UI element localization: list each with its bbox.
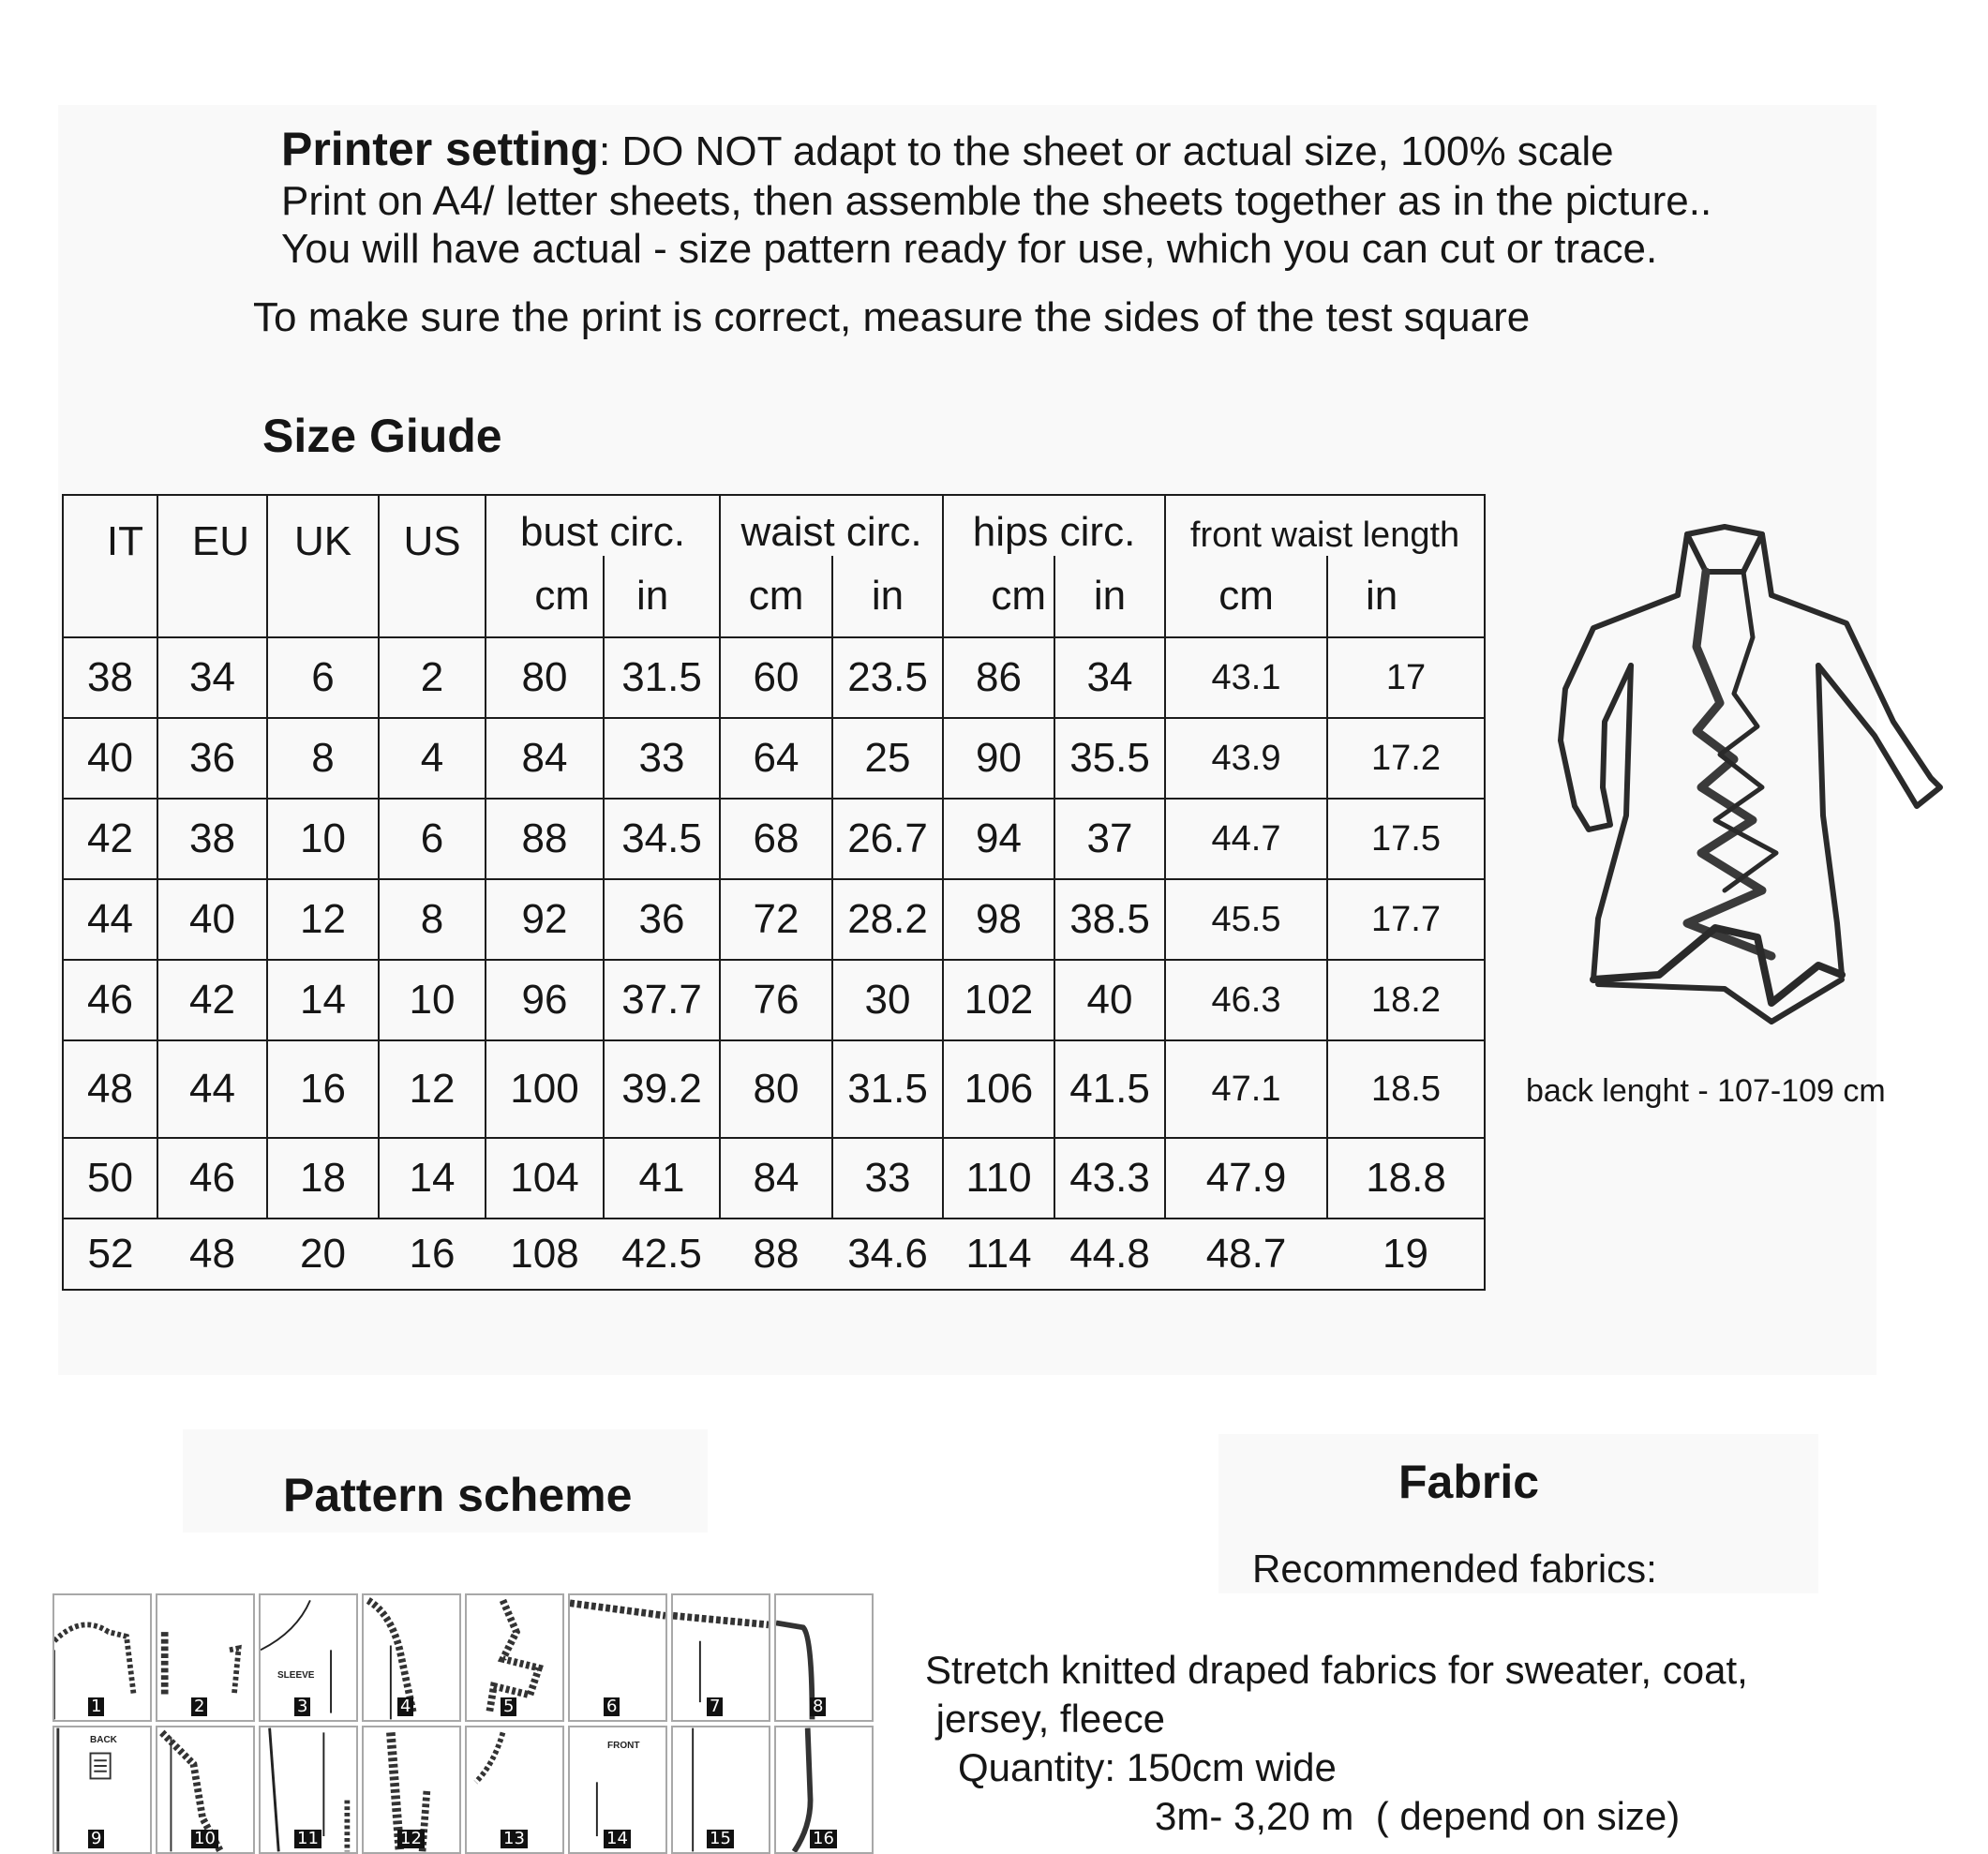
cell-it: 40 bbox=[63, 718, 157, 799]
cell-eu: 42 bbox=[157, 960, 267, 1040]
cell-it: 44 bbox=[63, 879, 157, 960]
pattern-sheet-5 bbox=[465, 1593, 564, 1722]
cell-waist-in: 31.5 bbox=[832, 1040, 943, 1138]
back-length-note: back lenght - 107-109 cm bbox=[1526, 1073, 1886, 1109]
pattern-sheet-6 bbox=[568, 1593, 667, 1722]
cell-waist-cm: 76 bbox=[720, 960, 832, 1040]
cell-hips-cm: 86 bbox=[943, 637, 1054, 718]
test-square-line: To make sure the print is correct, measure the sides of the test square bbox=[253, 294, 1531, 340]
cell-uk: 20 bbox=[267, 1219, 379, 1290]
cell-waist-cm: 64 bbox=[720, 718, 832, 799]
cell-waist-cm: 88 bbox=[720, 1219, 832, 1290]
cell-bust-cm: 96 bbox=[486, 960, 604, 1040]
header-waist: waist circ. bbox=[720, 495, 943, 556]
size-row bbox=[63, 1040, 1485, 1138]
cell-it: 46 bbox=[63, 960, 157, 1040]
cell-waist-in: 34.6 bbox=[832, 1219, 943, 1290]
cell-hips-in: 35.5 bbox=[1054, 718, 1165, 799]
cell-bust-cm: 84 bbox=[486, 718, 604, 799]
cell-front-cm: 47.9 bbox=[1165, 1138, 1327, 1219]
sheet-number: 5 bbox=[501, 1697, 516, 1716]
fabric-title: Fabric bbox=[1398, 1456, 1540, 1508]
sheet-number: 16 bbox=[810, 1830, 837, 1848]
sheet-number: 7 bbox=[707, 1697, 723, 1716]
cell-waist-in: 30 bbox=[832, 960, 943, 1040]
cell-eu: 44 bbox=[157, 1040, 267, 1138]
cell-uk: 16 bbox=[267, 1040, 379, 1138]
cell-eu: 40 bbox=[157, 879, 267, 960]
pattern-sheet-10 bbox=[156, 1726, 255, 1854]
sheet-number: 15 bbox=[707, 1830, 734, 1848]
cell-front-cm: 44.7 bbox=[1165, 799, 1327, 879]
cell-us: 6 bbox=[379, 799, 486, 879]
cell-it: 38 bbox=[63, 637, 157, 718]
pattern-sheet-9 bbox=[52, 1726, 152, 1854]
cell-bust-in: 39.2 bbox=[604, 1040, 720, 1138]
cell-eu: 46 bbox=[157, 1138, 267, 1219]
size-row bbox=[63, 1138, 1485, 1219]
cell-hips-in: 37 bbox=[1054, 799, 1165, 879]
header-it: IT bbox=[63, 495, 157, 637]
cell-eu: 36 bbox=[157, 718, 267, 799]
sheet-number: 1 bbox=[88, 1697, 104, 1716]
pattern-sheet-12 bbox=[362, 1726, 461, 1854]
cell-front-in: 17.7 bbox=[1327, 879, 1485, 960]
printer-setting-label: Printer setting bbox=[281, 123, 599, 175]
cell-bust-cm: 104 bbox=[486, 1138, 604, 1219]
cell-front-cm: 46.3 bbox=[1165, 960, 1327, 1040]
cell-bust-in: 34.5 bbox=[604, 799, 720, 879]
cell-waist-in: 25 bbox=[832, 718, 943, 799]
header-bust-cm: cm bbox=[486, 556, 604, 637]
header-waist-cm: cm bbox=[720, 556, 832, 637]
pattern-sheet-14 bbox=[568, 1726, 667, 1854]
cell-waist-in: 33 bbox=[832, 1138, 943, 1219]
header-hips-in: in bbox=[1054, 556, 1165, 637]
cell-us: 2 bbox=[379, 637, 486, 718]
header-front-waist: front waist length bbox=[1165, 495, 1485, 556]
cell-hips-in: 43.3 bbox=[1054, 1138, 1165, 1219]
cell-it: 48 bbox=[63, 1040, 157, 1138]
cell-front-cm: 47.1 bbox=[1165, 1040, 1327, 1138]
sheet-number: 8 bbox=[810, 1697, 826, 1716]
pattern-sheet-11 bbox=[259, 1726, 358, 1854]
cell-hips-in: 38.5 bbox=[1054, 879, 1165, 960]
pattern-sheet-grid bbox=[52, 1593, 874, 1854]
cell-front-cm: 48.7 bbox=[1165, 1219, 1327, 1290]
cell-eu: 34 bbox=[157, 637, 267, 718]
cell-us: 12 bbox=[379, 1040, 486, 1138]
fabric-description-1: Stretch knitted draped fabrics for sweater, coat, bbox=[925, 1648, 1748, 1692]
header-hips-cm: cm bbox=[943, 556, 1054, 637]
pattern-scheme-title: Pattern scheme bbox=[283, 1469, 633, 1521]
pattern-sheet-15 bbox=[671, 1726, 770, 1854]
cell-uk: 18 bbox=[267, 1138, 379, 1219]
cell-hips-cm: 106 bbox=[943, 1040, 1054, 1138]
cell-hips-in: 34 bbox=[1054, 637, 1165, 718]
cell-front-in: 17.5 bbox=[1327, 799, 1485, 879]
cell-hips-cm: 94 bbox=[943, 799, 1054, 879]
header-us: US bbox=[379, 495, 486, 637]
cell-us: 10 bbox=[379, 960, 486, 1040]
fabric-description-2: jersey, fleece bbox=[925, 1697, 1165, 1741]
size-row bbox=[63, 799, 1485, 879]
pattern-sheet-2 bbox=[156, 1593, 255, 1722]
cell-us: 14 bbox=[379, 1138, 486, 1219]
sheet-number: 9 bbox=[88, 1830, 104, 1848]
cell-bust-in: 31.5 bbox=[604, 637, 720, 718]
cell-eu: 48 bbox=[157, 1219, 267, 1290]
header-front-cm: cm bbox=[1165, 556, 1327, 637]
cell-it: 52 bbox=[63, 1219, 157, 1290]
cell-waist-cm: 60 bbox=[720, 637, 832, 718]
recommended-fabrics: Recommended fabrics: bbox=[1252, 1547, 1657, 1591]
pattern-sheet-13 bbox=[465, 1726, 564, 1854]
size-guide-title: Size Giude bbox=[262, 410, 502, 462]
header-bust-in: in bbox=[604, 556, 720, 637]
printer-setting-line bbox=[281, 125, 1614, 176]
cell-front-cm: 43.9 bbox=[1165, 718, 1327, 799]
front-label: FRONT bbox=[607, 1741, 640, 1751]
fabric-quantity: Quantity: 150cm wide bbox=[958, 1745, 1337, 1789]
print-sheets-line: Print on A4/ letter sheets, then assemble the sheets together as in the picture.. bbox=[281, 178, 1712, 224]
cell-hips-cm: 110 bbox=[943, 1138, 1054, 1219]
cell-hips-in: 40 bbox=[1054, 960, 1165, 1040]
sheet-number: 10 bbox=[191, 1830, 218, 1848]
sleeve-label: SLEEVE bbox=[277, 1670, 315, 1681]
sheet-number: 6 bbox=[604, 1697, 620, 1716]
sheet-number: 14 bbox=[604, 1830, 631, 1848]
cell-uk: 10 bbox=[267, 799, 379, 879]
printer-setting-text: : DO NOT adapt to the sheet or actual size, 100% scale bbox=[598, 128, 1614, 174]
cell-uk: 12 bbox=[267, 879, 379, 960]
actual-size-line: You will have actual - size pattern ready for use, which you can cut or trace. bbox=[281, 226, 1658, 272]
pattern-sheet-3 bbox=[259, 1593, 358, 1722]
cardigan-sketch bbox=[1537, 506, 1959, 1031]
cell-bust-in: 41 bbox=[604, 1138, 720, 1219]
cell-waist-cm: 68 bbox=[720, 799, 832, 879]
cell-bust-cm: 92 bbox=[486, 879, 604, 960]
cell-waist-cm: 84 bbox=[720, 1138, 832, 1219]
header-uk: UK bbox=[267, 495, 379, 637]
cell-bust-cm: 80 bbox=[486, 637, 604, 718]
header-waist-in: in bbox=[832, 556, 943, 637]
cell-front-in: 17.2 bbox=[1327, 718, 1485, 799]
size-guide-table bbox=[62, 494, 1486, 1291]
cell-bust-in: 33 bbox=[604, 718, 720, 799]
sheet-number: 13 bbox=[501, 1830, 528, 1848]
cell-uk: 14 bbox=[267, 960, 379, 1040]
size-row bbox=[63, 718, 1485, 799]
header-bust: bust circ. bbox=[486, 495, 720, 556]
cell-hips-cm: 90 bbox=[943, 718, 1054, 799]
cell-bust-cm: 88 bbox=[486, 799, 604, 879]
pattern-sheet-8 bbox=[774, 1593, 874, 1722]
pattern-sheet-16 bbox=[774, 1726, 874, 1854]
pattern-sheet-1 bbox=[52, 1593, 152, 1722]
cell-bust-in: 42.5 bbox=[604, 1219, 720, 1290]
cell-us: 16 bbox=[379, 1219, 486, 1290]
pattern-sheet-4 bbox=[362, 1593, 461, 1722]
size-row bbox=[63, 960, 1485, 1040]
cell-hips-in: 44.8 bbox=[1054, 1219, 1165, 1290]
fabric-amount: 3m- 3,20 m ( depend on size) bbox=[1155, 1794, 1681, 1838]
pattern-sheet-7 bbox=[671, 1593, 770, 1722]
cell-bust-in: 36 bbox=[604, 879, 720, 960]
cell-front-in: 19 bbox=[1327, 1219, 1485, 1290]
size-rows bbox=[63, 637, 1485, 1290]
sheet-number: 3 bbox=[294, 1697, 310, 1716]
back-label: BACK bbox=[90, 1735, 117, 1745]
cell-front-in: 18.2 bbox=[1327, 960, 1485, 1040]
cell-waist-cm: 72 bbox=[720, 879, 832, 960]
cell-bust-cm: 108 bbox=[486, 1219, 604, 1290]
cell-eu: 38 bbox=[157, 799, 267, 879]
header-eu: EU bbox=[157, 495, 267, 637]
cell-hips-cm: 98 bbox=[943, 879, 1054, 960]
sheet-number: 11 bbox=[294, 1830, 321, 1848]
cell-hips-cm: 102 bbox=[943, 960, 1054, 1040]
size-row bbox=[63, 879, 1485, 960]
cell-waist-in: 23.5 bbox=[832, 637, 943, 718]
sheet-number: 4 bbox=[397, 1697, 413, 1716]
cell-front-cm: 45.5 bbox=[1165, 879, 1327, 960]
cell-front-in: 17 bbox=[1327, 637, 1485, 718]
sheet-number: 12 bbox=[397, 1830, 425, 1848]
cell-waist-in: 26.7 bbox=[832, 799, 943, 879]
cell-front-in: 18.8 bbox=[1327, 1138, 1485, 1219]
cell-hips-cm: 114 bbox=[943, 1219, 1054, 1290]
header-hips: hips circ. bbox=[943, 495, 1165, 556]
size-row bbox=[63, 1219, 1485, 1290]
cell-it: 42 bbox=[63, 799, 157, 879]
header-front-in: in bbox=[1327, 556, 1485, 637]
cell-bust-cm: 100 bbox=[486, 1040, 604, 1138]
size-row bbox=[63, 637, 1485, 718]
sheet-number: 2 bbox=[191, 1697, 207, 1716]
cell-hips-in: 41.5 bbox=[1054, 1040, 1165, 1138]
cell-uk: 8 bbox=[267, 718, 379, 799]
cell-waist-in: 28.2 bbox=[832, 879, 943, 960]
cell-front-in: 18.5 bbox=[1327, 1040, 1485, 1138]
cell-it: 50 bbox=[63, 1138, 157, 1219]
cell-front-cm: 43.1 bbox=[1165, 637, 1327, 718]
cell-us: 8 bbox=[379, 879, 486, 960]
cell-waist-cm: 80 bbox=[720, 1040, 832, 1138]
cell-bust-in: 37.7 bbox=[604, 960, 720, 1040]
cell-us: 4 bbox=[379, 718, 486, 799]
cell-uk: 6 bbox=[267, 637, 379, 718]
